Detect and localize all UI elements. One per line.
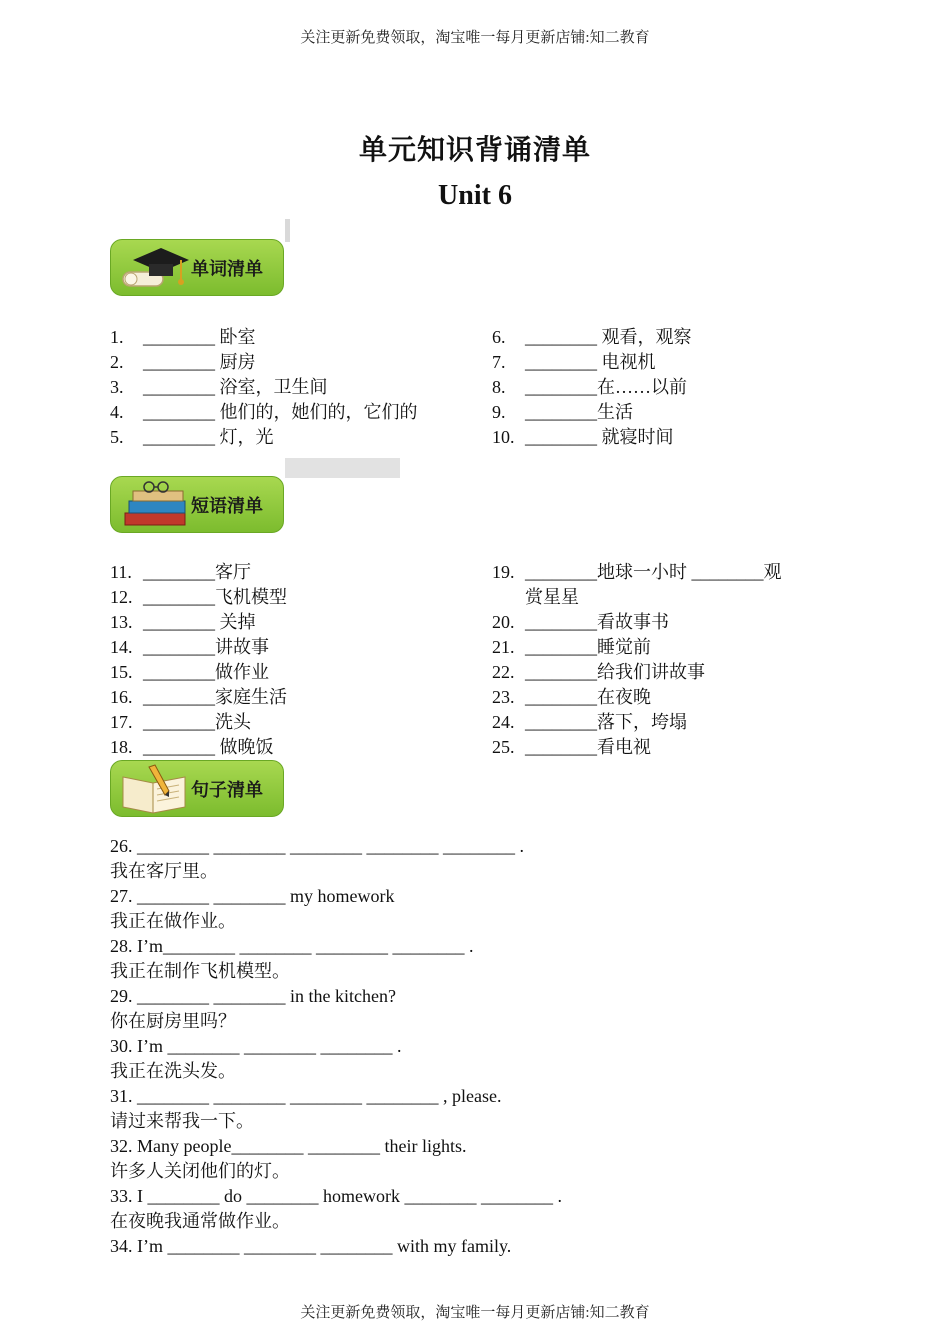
list-item: 21. ________睡觉前 [492,637,651,657]
sentence-translation: 在夜晚我通常做作业。 [110,1211,290,1231]
graduation-cap-icon [119,242,189,299]
list-item: 19. ________地球一小时 ________观 [492,562,782,582]
sentence-translation: 我正在洗头发。 [110,1061,236,1081]
list-item: 20. ________看故事书 [492,612,669,632]
phrases-section-badge [110,476,284,533]
list-item: 1. ________ 卧室 [110,327,256,347]
list-item: 6. ________ 观看，观察 [492,327,692,347]
list-item: 23. ________在夜晚 [492,687,651,707]
sentence-translation: 你在厨房里吗？ [110,1011,236,1031]
sentence-translation: 我正在制作飞机模型。 [110,961,290,981]
words-section-label: 单词清单 [191,259,263,280]
sentence-translation: 许多人关闭他们的灯。 [110,1161,290,1181]
sentence-line: 32. Many people________ ________ their lights. [110,1136,467,1156]
sentence-line: 27. ________ ________ my homework [110,886,395,906]
list-item: 14. ________讲故事 [110,637,269,657]
sentence-line: 29. ________ ________ in the kitchen? [110,986,396,1006]
list-item: 3. ________ 浴室，卫生间 [110,377,328,397]
page-title: 单元知识背诵清单 [358,135,591,166]
list-item: 12. ________飞机模型 [110,587,287,607]
sentence-translation: 请过来帮我一下。 [110,1111,254,1131]
sentence-line: 33. I ________ do ________ homework ________ ________ . [110,1186,562,1206]
list-item: 7. ________ 电视机 [492,352,656,372]
list-item: 24. ________落下，垮塌 [492,712,687,732]
sentences-section-label: 句子清单 [191,780,263,801]
list-item: 5. ________ 灯，光 [110,427,274,447]
phrases-section-label: 短语清单 [191,496,263,517]
books-icon [119,479,191,536]
notebook-pencil-icon [119,763,191,822]
list-item: 9. ________生活 [492,402,633,422]
list-item: 25. ________看电视 [492,737,651,757]
list-item: 15. ________做作业 [110,662,269,682]
list-item: 4. ________ 他们的，她们的，它们的 [110,402,418,422]
sentence-line: 31. ________ ________ ________ ________ , please. [110,1086,502,1106]
list-item: 2. ________ 厨房 [110,352,256,372]
words-list-right [492,325,692,450]
sentences-list [110,834,562,1259]
phrases-list-left [110,560,287,760]
list-item: 13. ________ 关掉 [110,612,256,632]
sentence-line: 26. ________ ________ ________ ________ ________ . [110,836,524,856]
sentence-line: 34. I’m ________ ________ ________ with my family. [110,1236,512,1256]
list-item: 11. ________客厅 [110,562,251,582]
page-header: 关注更新免费领取，淘宝唯一每月更新店铺:知二教育 [300,30,650,46]
sentence-line: 30. I’m ________ ________ ________ . [110,1036,402,1056]
words-section-badge [110,239,284,296]
list-item: 18. ________ 做晚饭 [110,737,274,757]
words-list-left [110,325,418,450]
page-footer: 关注更新免费领取，淘宝唯一每月更新店铺:知二教育 [300,1305,650,1321]
list-item: 赏星星 [525,587,579,607]
list-item: 17. ________洗头 [110,712,251,732]
sentences-section-badge [110,760,284,817]
sentence-line: 28. I’m________ ________ ________ ________ . [110,936,474,956]
list-item: 22. ________给我们讲故事 [492,662,705,682]
unit-title: Unit 6 [438,180,512,211]
gray-placeholder-bar [285,458,400,478]
sentence-translation: 我正在做作业。 [110,911,236,931]
list-item: 10. ________ 就寝时间 [492,427,674,447]
list-item: 8. ________在……以前 [492,377,687,397]
text-cursor-mark [285,219,290,242]
list-item: 16. ________家庭生活 [110,687,287,707]
phrases-list-right [492,560,782,760]
sentence-translation: 我在客厅里。 [110,861,218,881]
